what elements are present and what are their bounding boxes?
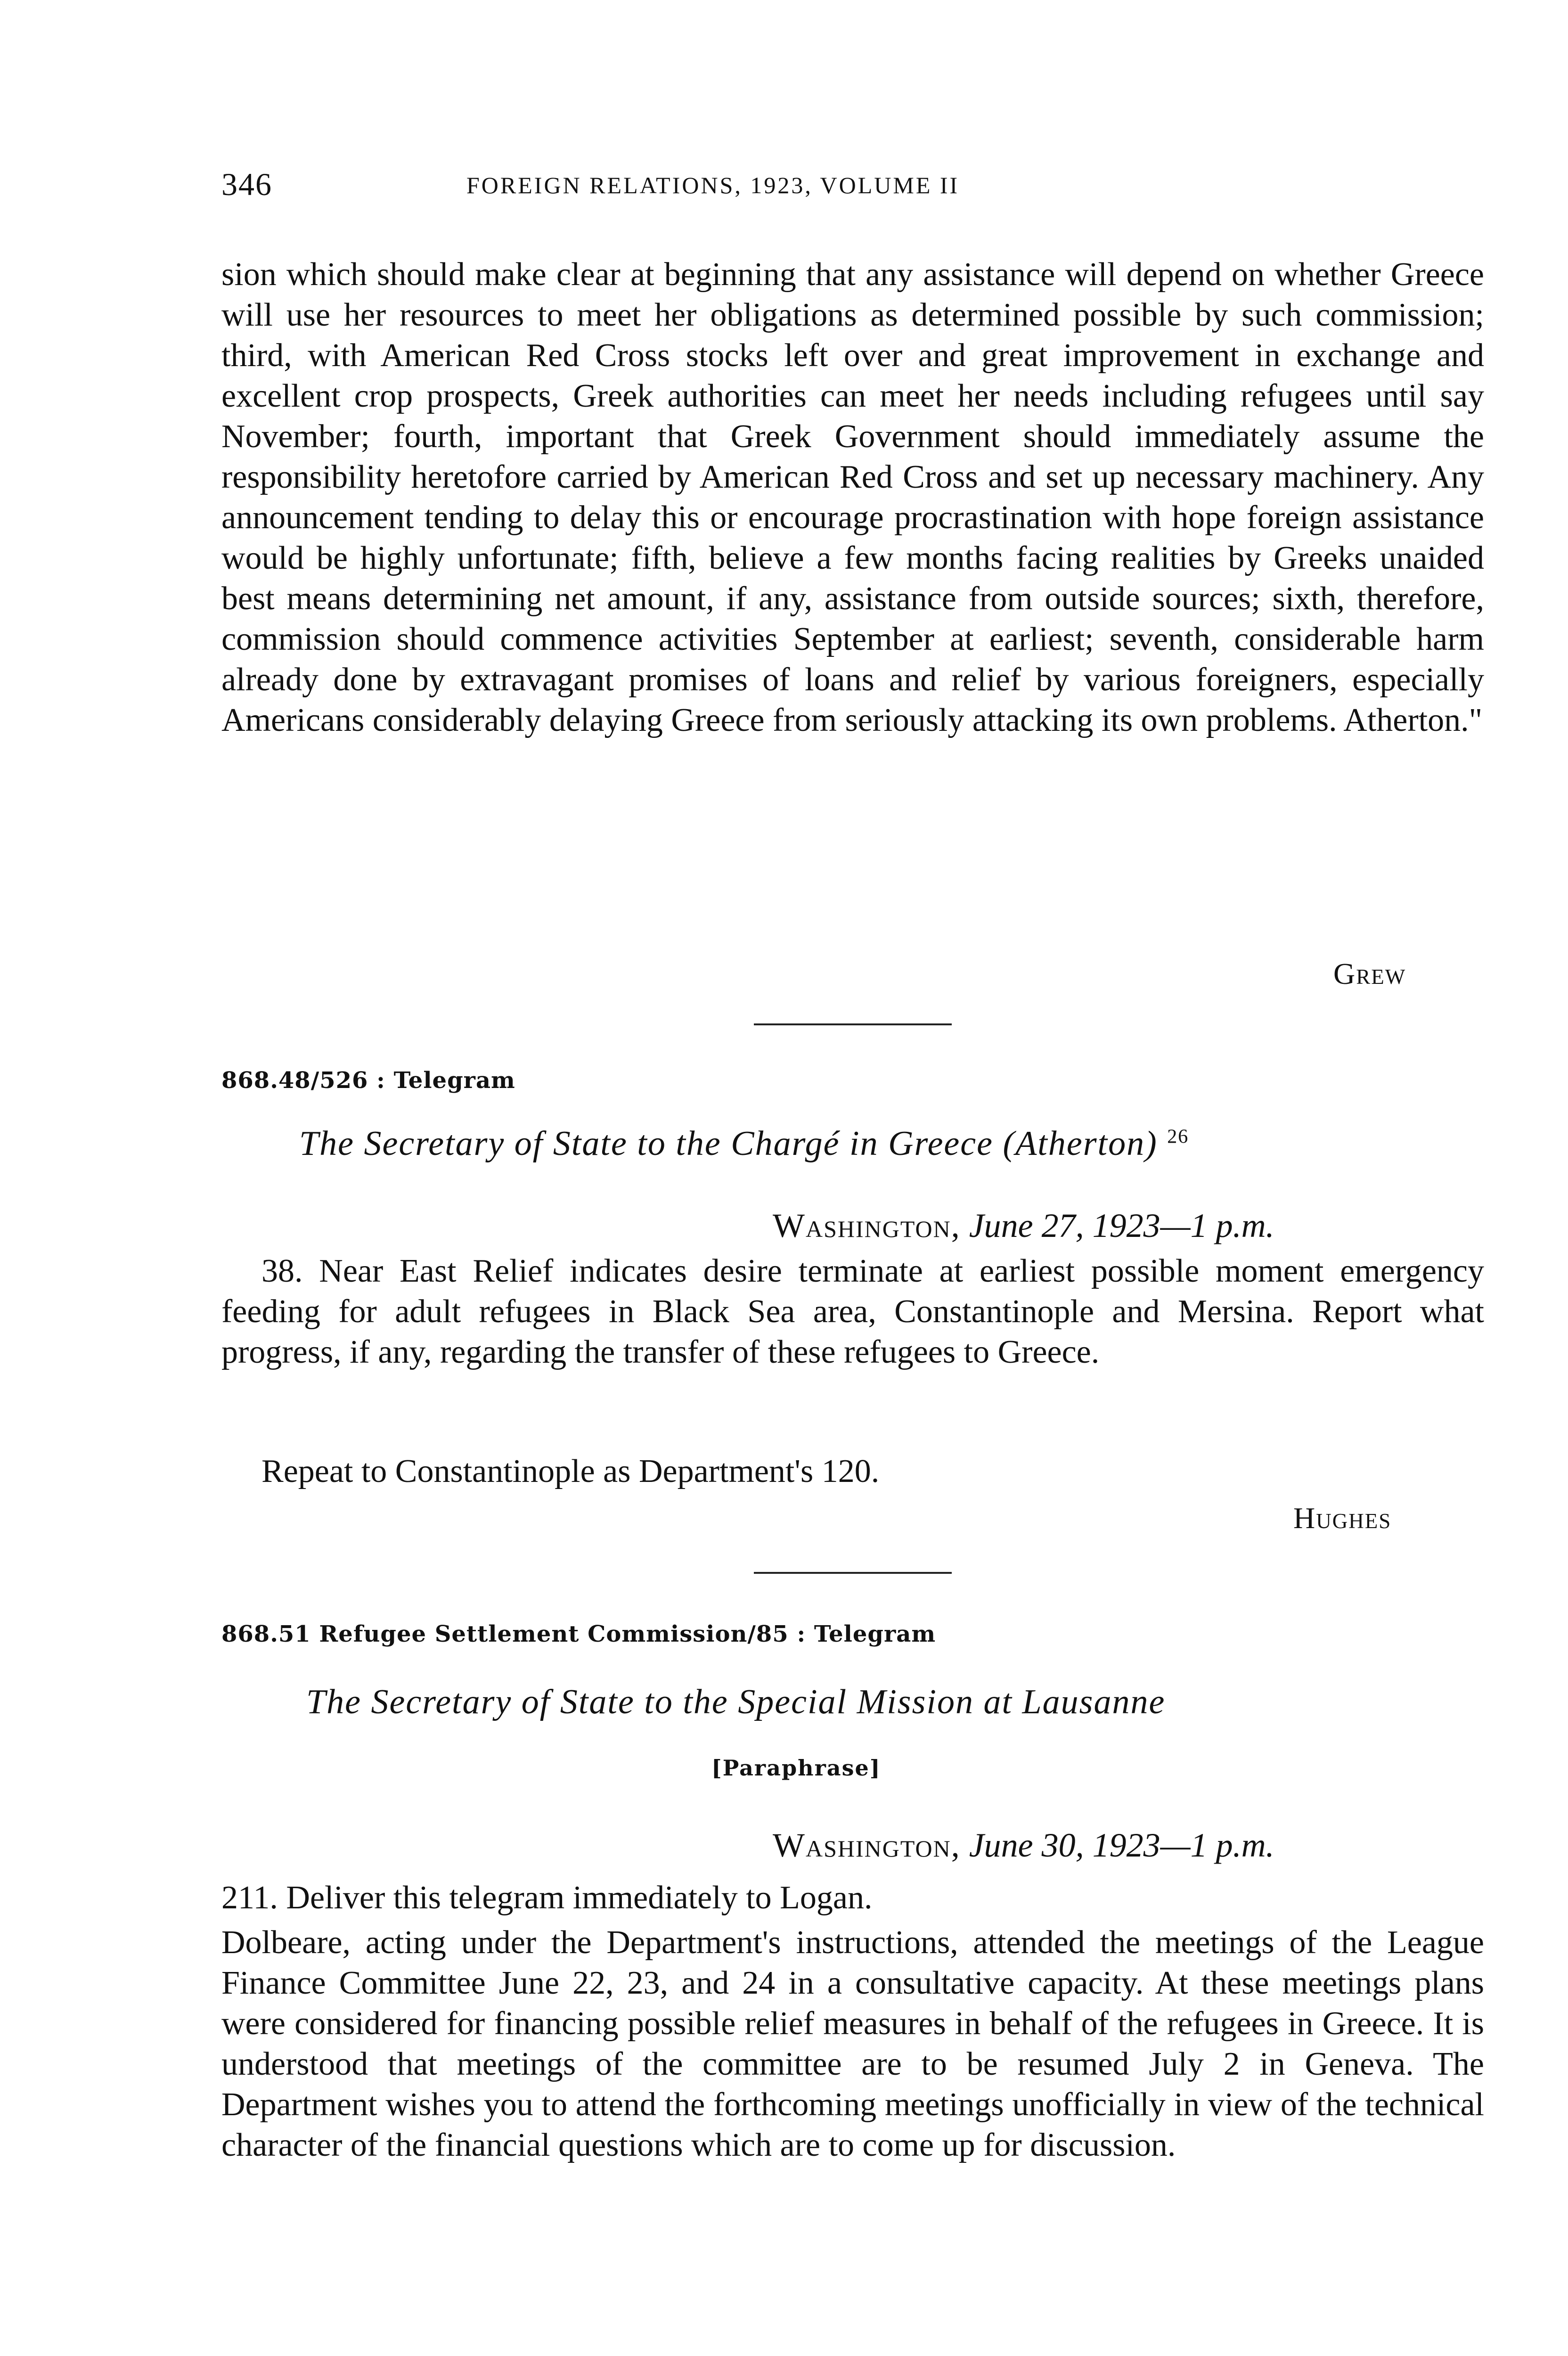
running-head: FOREIGN RELATIONS, 1923, VOLUME II: [466, 172, 960, 198]
page-number: 346: [221, 166, 272, 202]
signature-hughes: Hughes: [1293, 1501, 1392, 1535]
telegram-paragraph: Dolbeare, acting under the Department's instructions, attended the meetings of the League Finance Committee June 22, 23, and 24 in a consultative capacity. At these meetings plans were considered for financing possible relief measures in behalf of the refugees in Greece. It is understood that meetings of the committee are to be resumed July 2 in Geneva. The Department wishes you to attend the forthcoming meetings unofficially in view of the technical character of the financial questions which are to come up for discussion.: [221, 1924, 1484, 2163]
footnote-reference: 26: [1167, 1126, 1189, 1148]
document-title-text: The Secretary of State to the Chargé in Greece (Atherton): [299, 1124, 1158, 1163]
dateline-date: June 27, 1923—1 p.m.: [969, 1207, 1274, 1244]
document-title: [299, 1124, 1189, 1164]
dateline: [773, 1206, 1274, 1245]
telegram-paragraph: 211. Deliver this telegram immediately to Logan.: [221, 1880, 873, 1916]
signature-grew: Grew: [1333, 957, 1406, 990]
telegram-paragraph: Repeat to Constantinople as Department's 120.: [261, 1453, 880, 1489]
section-divider: [754, 1572, 952, 1574]
continuation-paragraph: sion which should make clear at beginning that any assistance will depend on whether Greece will use her resources to meet her obligations as determined possible by such commission; third, with American Red Cross stocks left over and great improvement in exchange and excellent crop prospects, Greek authorities can meet her needs including refugees until say November; fourth, important that Greek Government should immediately assume the responsibility heretofore carried by American Red Cross and set up necessary machinery. Any announcement tending to delay this or encourage procrastination with hope foreign assistance would be highly unfortunate; fifth, believe a few months facing realities by Greeks unaided best means determining net amount, if any, assistance from outside sources; sixth, therefore, commission should commence activities September at earliest; seventh, considerable harm already done by extravagant promises of loans and relief by various foreigners, especially Americans considerably delaying Greece from seriously attacking its own problems. Atherton.": [221, 256, 1484, 738]
document-title: The Secretary of State to the Special Mission at Lausanne: [306, 1683, 1166, 1721]
telegram-paragraph: 38. Near East Relief indicates desire terminate at earliest possible moment emergency feeding for adult refugees in Black Sea area, Constantinople and Mersina. Report what progress, if any, regarding the transfer of these refugees to Greece.: [221, 1253, 1484, 1370]
dateline: [773, 1826, 1274, 1865]
dateline-place: Washington,: [773, 1826, 961, 1864]
file-reference: 868.48/526 : Telegram: [221, 1067, 515, 1094]
paraphrase-note: [Paraphrase]: [711, 1755, 881, 1781]
dateline-date: June 30, 1923—1 p.m.: [969, 1826, 1274, 1864]
section-divider: [754, 1023, 952, 1025]
file-reference: 868.51 Refugee Settlement Commission/85 : Telegram: [221, 1621, 936, 1647]
dateline-place: Washington,: [773, 1207, 961, 1244]
page-header: [221, 166, 1484, 208]
